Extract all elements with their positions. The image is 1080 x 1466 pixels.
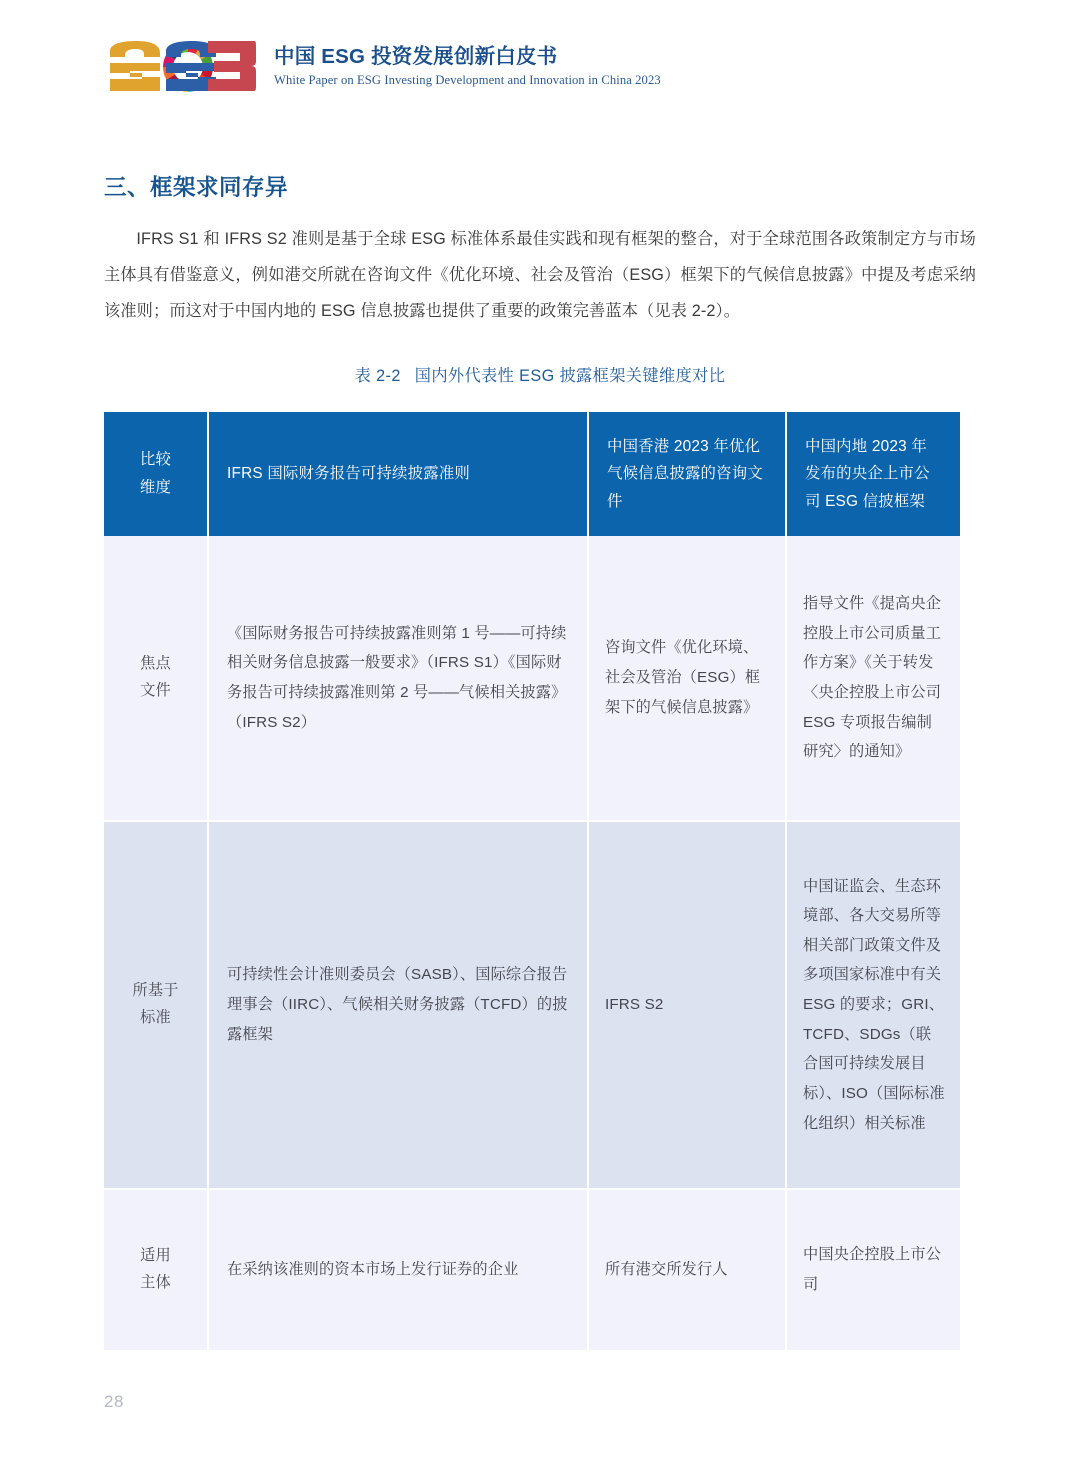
comparison-table-wrap [104,412,976,1350]
header-title-block [274,44,661,91]
table-row [104,536,960,822]
table-header-row [104,412,960,536]
logo-2023-icon [104,41,256,93]
row-dimension-label [104,822,209,1190]
col-header-dimension-l2: 维度 [139,478,172,496]
row-dimension-l2: 主体 [140,1273,171,1291]
cell-mainland: 指导文件《提高央企控股上市公司质量工作方案》《关于转发〈央企控股上市公司 ESG 专项报告编制研究〉的通知》 [787,536,960,822]
cell-mainland: 中国证监会、生态环境部、各大交易所等相关部门政策文件及多项国家标准中有关 ESG 的要求；GRI、TCFD、SDGs（联合国可持续发展目标）、ISO（国际标准化组织）相关标准 [787,822,960,1190]
col-header-dimension [104,412,209,536]
col-header-ifrs: IFRS 国际财务报告可持续披露准则 [209,412,589,536]
table-caption [0,362,1080,386]
whitepaper-logo [104,41,256,93]
table-row [104,1190,960,1350]
page-number: 28 [104,1392,124,1411]
table-caption-number: 表 2-2 [354,366,401,385]
row-dimension-l2: 文件 [140,681,171,699]
table-body [104,536,960,1350]
table-row [104,822,960,1190]
cell-hongkong: 所有港交所发行人 [589,1190,787,1350]
row-dimension-l1: 焦点 [140,655,171,673]
row-dimension-label [104,536,209,822]
page-header [0,0,1080,96]
header-title-en: White Paper on ESG Investing Development and Innovation in China 2023 [274,73,661,88]
row-dimension-l1: 适用 [140,1247,171,1265]
header-title-cn: 中国 ESG 投资发展创新白皮书 [274,44,558,68]
table-caption-text: 国内外代表性 ESG 披露框架关键维度对比 [414,366,726,385]
cell-ifrs: 在采纳该准则的资本市场上发行证券的企业 [209,1190,589,1350]
row-dimension-l2: 标准 [140,1008,171,1026]
col-header-mainland: 中国内地 2023 年发布的央企上市公司 ESG 信披框架 [787,412,960,536]
table-head [104,412,960,536]
col-header-hongkong: 中国香港 2023 年优化气候信息披露的咨询文件 [589,412,787,536]
cell-hongkong: IFRS S2 [589,822,787,1190]
body-paragraph: IFRS S1 和 IFRS S2 准则是基于全球 ESG 标准体系最佳实践和现有框架的整合，对于全球范围各政策制定方与市场主体具有借鉴意义，例如港交所就在咨询文件《优化环境、社会及管治（ESG）框架下的气候信息披露》中提及考虑采纳该准则；而这对于中国内地的 ESG 信息披露也提供了重要的政策完善蓝本（见表 2-2）。 [104,230,976,320]
row-dimension-l1: 所基于 [132,982,179,1000]
row-dimension-label [104,1190,209,1350]
cell-ifrs: 《国际财务报告可持续披露准则第 1 号——可持续相关财务信息披露一般要求》（IFRS S1）《国际财务报告可持续披露准则第 2 号——气候相关披露》（IFRS S2） [209,536,589,822]
cell-ifrs: 可持续性会计准则委员会（SASB）、国际综合报告理事会（IIRC）、气候相关财务披露（TCFD）的披露框架 [209,822,589,1190]
section-heading: 三、框架求同存异 [104,175,289,200]
comparison-table [104,412,960,1350]
cell-hongkong: 咨询文件《优化环境、社会及管治（ESG）框架下的气候信息披露》 [589,536,787,822]
col-header-dimension-l1: 比较 [139,451,172,469]
cell-mainland: 中国央企控股上市公司 [787,1190,960,1350]
